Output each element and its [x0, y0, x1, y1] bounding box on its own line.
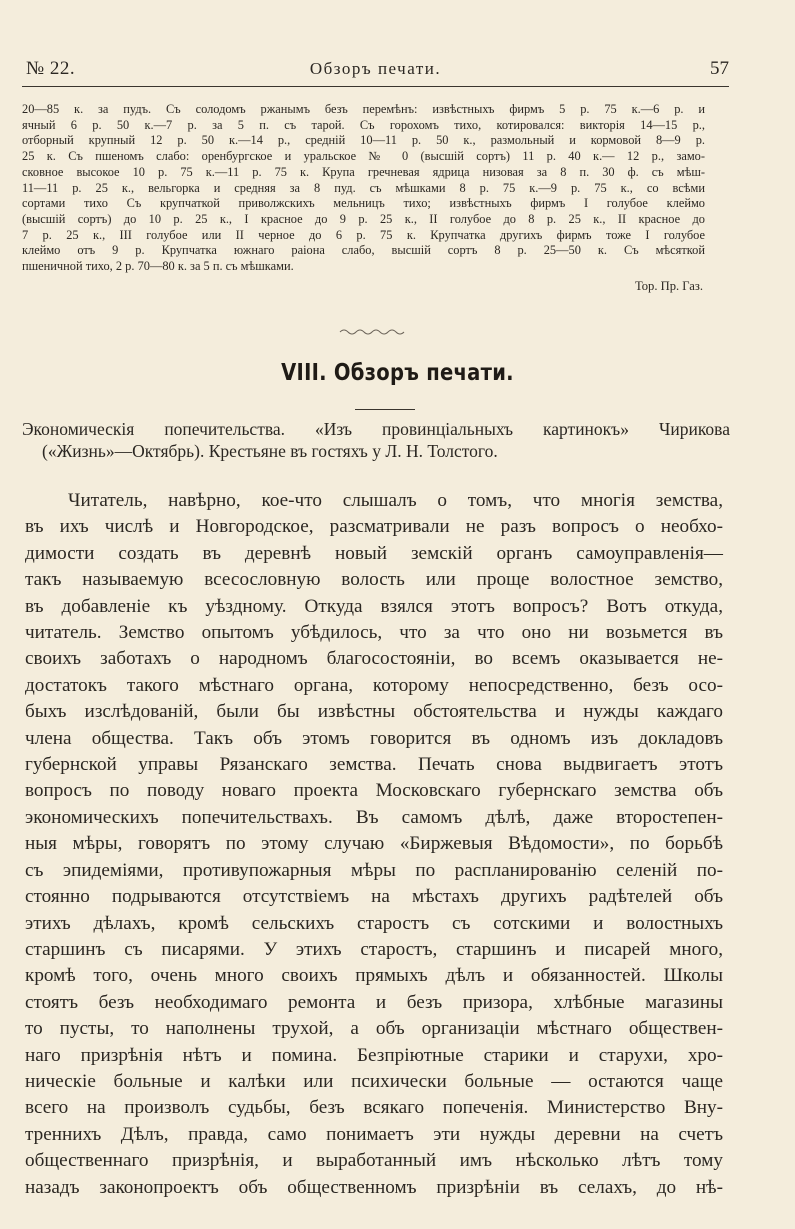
body-line: наго призрѣнія нѣтъ и помина. Безпріютные старики и старухи, хро-	[25, 1044, 723, 1066]
ornamental-divider	[338, 327, 408, 337]
body-line: ническіе больные и калѣки или психически больные — остаются чаще	[25, 1070, 723, 1092]
section-subtitle	[22, 418, 730, 462]
body-line: Читатель, навѣрно, кое-что слышалъ о томъ, что многія земства,	[68, 490, 723, 511]
body-line: читатель. Земство опытомъ убѣдилось, что за что оно ни возьмется въ	[25, 622, 723, 644]
market-line: клеймо отъ 9 р. Крупчатка южнаго раіона слабо, высшій сортъ 8 р. 25—50 к. Съ мѣсяткой	[22, 243, 705, 258]
body-line: такъ называемую всесословную волость или проще волостное земство,	[25, 569, 723, 591]
market-line: 7 р. 25 к., III голубое или II черное до 6 р. 75 к. Крупчатка другихъ фирмъ тоже I голубое	[22, 227, 705, 242]
body-line: общественнаго призрѣнія, и выработанный имъ нѣсколько лѣтъ тому	[25, 1150, 723, 1172]
market-line: ячный 6 р. 50 к.—7 р. за 5 п. съ тарой. Съ горохомъ тихо, котировался: викторія 14—15 р.,	[22, 117, 705, 132]
market-line: (высшій сортъ) до 10 р. 25 к., I красное до 9 р. 25 к., II голубое до 8 р. 25 к., II красное до	[22, 211, 705, 226]
body-line: стоятъ безъ необходимаго ремонта и безъ призора, хлѣбные магазины	[25, 991, 723, 1013]
subtitle-line: Экономическія попечительства. «Изъ провинціальныхъ картинокъ» Чирикова	[22, 419, 730, 439]
market-line: 20—85 к. за пудъ. Съ солодомъ ржанымъ безъ перемѣнъ: извѣстныхъ фирмъ 5 р. 75 к.—6 р. и	[22, 102, 705, 116]
body-line: треннихъ Дѣлъ, правда, само понимаетъ эти нужды деревни на счетъ	[25, 1123, 723, 1145]
market-line: сковное высокое 10 р. 75 к.—11 р. 75 к. Крупа гречневая ядрица низовая за 8 п. 30 ф. съ мѣш-	[22, 164, 705, 179]
body-line: своихъ заботахъ о народномъ благосостояніи, во всемъ оказывается не-	[25, 648, 723, 670]
running-header	[22, 58, 729, 87]
issue-number: № 22.	[26, 58, 76, 79]
body-line: стоянно подрываются отсутствіемъ на мѣстахъ другихъ радѣтелей объ	[25, 886, 723, 908]
body-line: съ эпидеміями, противупожарныя мѣры по распланированію селеній по-	[25, 859, 723, 881]
market-line: сортами тихо Съ крупчаткой приволжскихъ мельницъ тихо; извѣстныхъ фирмъ I голубое клеймо	[22, 196, 705, 211]
section-title: VIII. Обзоръ печати.	[281, 360, 514, 386]
market-line: пшеничной тихо, 2 р. 70—80 к. за 5 п. съ мѣшками.	[22, 259, 294, 274]
body-line: члена общества. Такъ объ этомъ говорится въ одномъ изъ докладовъ	[25, 727, 723, 749]
market-line: 11—11 р. 25 к., вельгорка и средняя за 8 пуд. съ мѣшками 8 р. 75 к.—9 р. 75 к., со всѣми	[22, 180, 705, 195]
body-line: то пусты, то наполнены трухой, а объ организаціи мѣстнаго обществен-	[25, 1018, 723, 1040]
body-line: назадъ законопроектъ объ общественномъ призрѣніи въ селахъ, до нѣ-	[25, 1176, 723, 1198]
page-number: 57	[710, 58, 729, 79]
body-line: губернской управы Рязанскаго земства. Печать снова выдвигаетъ этотъ	[25, 754, 723, 776]
market-report	[22, 102, 705, 294]
running-title: Обзоръ печати.	[309, 59, 442, 78]
body-line: экономическихъ попечительствахъ. Въ самомъ дѣлѣ, даже второстепен-	[25, 806, 723, 828]
body-line: ныя мѣры, говорятъ по этому случаю «Биржевыя Вѣдомости», по борьбѣ	[25, 833, 723, 855]
body-line: этихъ дѣлахъ, кромѣ сельскихъ старостъ съ сотскими и волостныхъ	[25, 912, 723, 934]
body-line: димости создать въ деревнѣ новый земскій органъ самоуправленія—	[25, 542, 723, 564]
market-source: Тор. Пр. Газ.	[634, 278, 703, 293]
body-line: въ ихъ числѣ и Новгородское, разсматривали не разъ вопросъ о необхо-	[25, 516, 723, 538]
market-line: отборный крупный 12 р. 50 к.—14 р., средній 10—11 р. 50 к., размольный и кормовой 8—9 р.	[22, 133, 705, 148]
body-line: старшинъ съ писарями. У этихъ старостъ, старшинъ и писарей много,	[25, 938, 723, 960]
article-body	[25, 488, 723, 1201]
title-rule	[355, 409, 415, 410]
body-line: вопросъ по поводу новаго проекта Московскаго губернскаго земства объ	[25, 780, 723, 802]
body-line: кромѣ того, очень много своихъ прямыхъ дѣлъ и обязанностей. Школы	[25, 965, 723, 987]
body-line: въ добавленіе къ уѣздному. Откуда взялся этотъ вопросъ? Вотъ откуда,	[25, 595, 723, 617]
body-line: достатокъ такого мѣстнаго органа, которому непосредственно, безъ осо-	[25, 674, 723, 696]
body-line: быхъ изслѣдованій, были бы извѣстны обстоятельства и нужды каждаго	[25, 701, 723, 723]
body-line: всего на произволъ судьбы, безъ всякаго попеченія. Министерство Вну-	[25, 1097, 723, 1119]
market-line: 25 к. Съ пшеномъ слабо: оренбургское и уральское № 0 (высшій сортъ) 11 р. 40 к.— 12 р., замо-	[22, 149, 705, 164]
subtitle-line: («Жизнь»—Октябрь). Крестьяне въ гостяхъ у Л. Н. Толстого.	[42, 441, 498, 461]
